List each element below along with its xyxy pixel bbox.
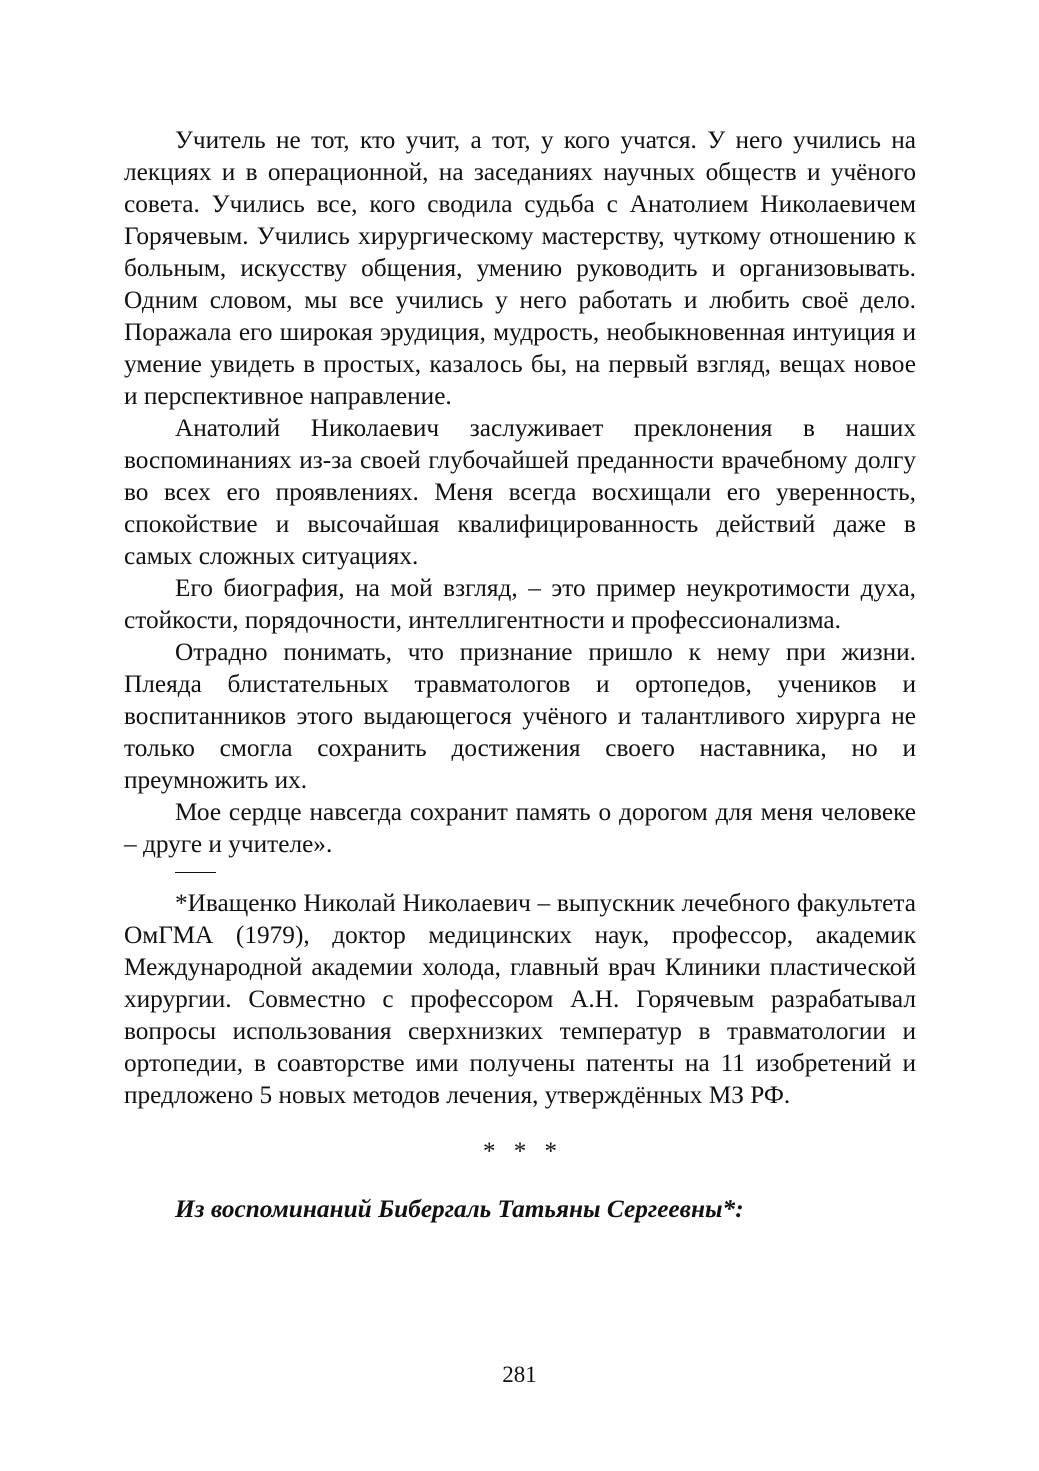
page-body xyxy=(124,124,916,1225)
paragraph-biography: Его биография, на мой взгляд, – это пример неукротимости духа, стойкости, порядочности, интеллигентности и профессионализма. xyxy=(124,574,916,634)
section-separator: * * * xyxy=(483,1138,563,1165)
paragraph-devotion: Анатолий Николаевич заслуживает преклонения в наших воспоминаниях из-за своей глубочайшей преданности врачебному долгу во всех его проявлениях. Меня всегда восхищали его уверенность, спокойствие и высочайшая квалифицированность действий даже в самых сложных ситуациях. xyxy=(124,414,916,570)
footnote-text: *Иващенко Николай Николаевич – выпускник лечебного факультета ОмГМА (1979), доктор медицинских наук, профессор, академик Международной академии холода, главный врач Клиники пластической хирургии. Совместно с профессором А.Н. Горячевым разрабатывал вопросы использования сверхнизких температур в травматологии и ортопедии, в соавторстве ими получены патенты на 11 изобретений и предложено 5 новых методов лечения, утверждённых МЗ РФ. xyxy=(124,889,916,1109)
section-heading: Из воспоминаний Бибергаль Татьяны Сергеевны*: xyxy=(175,1195,744,1223)
footnote-divider xyxy=(175,872,216,873)
paragraph-memory: Мое сердце навсегда сохранит память о дорогом для меня человеке – друге и учителе». xyxy=(124,798,916,858)
paragraph-recognition: Отрадно понимать, что признание пришло к нему при жизни. Плеяда блистательных травматологов и ортопедов, учеников и воспитанников этого выдающегося учёного и талантливого хирурга не только смогла сохранить достижения своего наставника, но и преумножить их. xyxy=(124,638,916,794)
paragraph-teacher: Учитель не тот, кто учит, а тот, у кого учатся. У него учились на лекциях и в операционной, на заседаниях научных обществ и учёного совета. Учились все, кого сводила судьба с Анатолием Николаевичем Горячевым. Учились хирургическому мастерству, чуткому отношению к больным, искусству общения, умению руководить и организовывать. Одним словом, мы все учились у него работать и любить своё дело. Поражала его широкая эрудиция, мудрость, необыкновенная интуиция и умение увидеть в простых, казалось бы, на первый взгляд, вещах новое и перспективное направление. xyxy=(124,126,916,410)
page-number: 281 xyxy=(502,1362,537,1387)
